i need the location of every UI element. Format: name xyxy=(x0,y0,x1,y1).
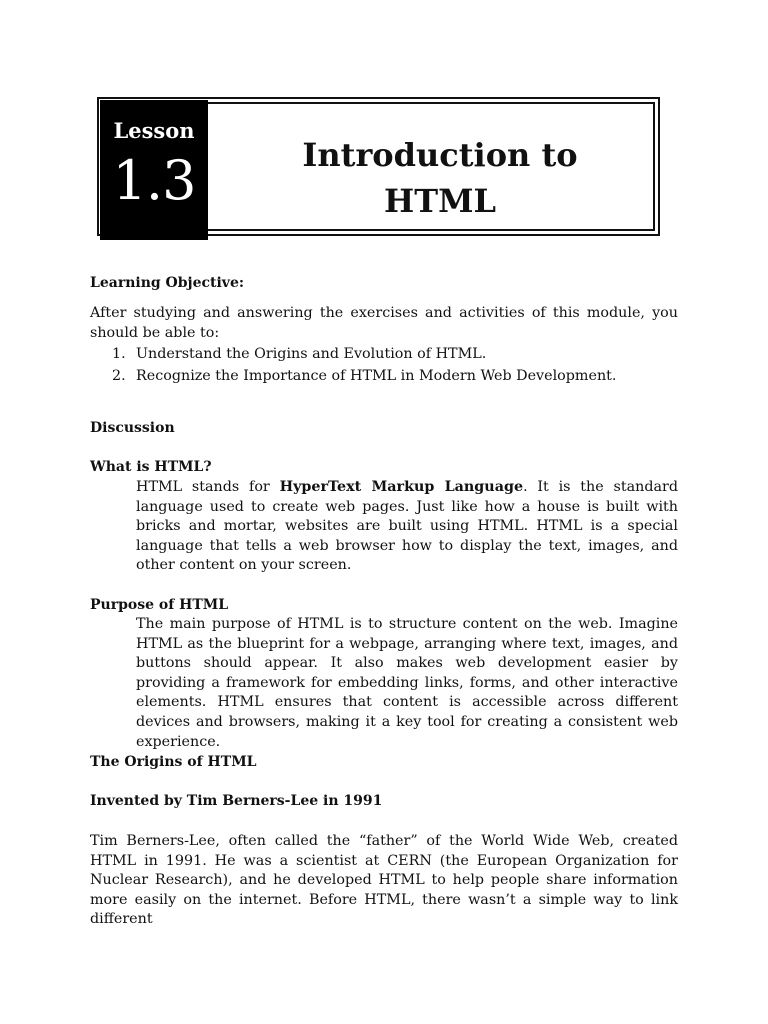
what-is-html-paragraph xyxy=(136,478,678,576)
hypertext-term: HyperText Markup Language xyxy=(279,479,524,495)
list-item-number: 1. xyxy=(112,346,126,362)
what-is-html-text-start: HTML stands for xyxy=(136,479,280,495)
list-item-number: 2. xyxy=(112,367,126,384)
lesson-title-line-1: Introduction to xyxy=(302,136,578,174)
list-item-text: Understand the Origins and Evolution of HTML. xyxy=(136,346,487,362)
discussion-heading: Discussion xyxy=(90,420,175,436)
objectives-list xyxy=(90,345,678,386)
learning-objective-intro: After studying and answering the exercises and activities of this module, you should be able to: xyxy=(90,305,678,341)
what-is-html-text-rest: . It is the standard language used to create web pages. Just like how a house is built with bricks and mortar, websites are built using HTML. HTML is a special language that tells a web browser how to display the text, images, and other content on your screen. xyxy=(136,479,678,574)
list-item-text: Recognize the Importance of HTML in Modern Web Development. xyxy=(136,367,617,384)
origins-paragraph: Tim Berners-Lee, often called the “father” of the World Wide Web, created HTML in 1991. He was a scientist at CERN (the European Organization for Nuclear Research), and he developed HTML to help people share information more easily on the internet. Before HTML, there wasn’t a simple way to link different xyxy=(90,833,678,928)
learning-objective-heading: Learning Objective: xyxy=(90,275,245,291)
lesson-title xyxy=(240,132,640,224)
purpose-heading: Purpose of HTML xyxy=(90,597,229,613)
origins-subheading: Invented by Tim Berners-Lee in 1991 xyxy=(90,793,383,809)
list-item xyxy=(90,345,678,365)
lesson-label: Lesson xyxy=(113,118,195,143)
lesson-number: 1.3 xyxy=(112,149,196,212)
lesson-badge xyxy=(100,100,208,240)
list-item xyxy=(90,367,678,387)
what-is-html-heading: What is HTML? xyxy=(90,459,212,475)
origins-heading: The Origins of HTML xyxy=(90,754,257,770)
lesson-title-line-2: HTML xyxy=(384,182,496,220)
purpose-paragraph: The main purpose of HTML is to structure content on the web. Imagine HTML as the blueprint for a webpage, arranging where text, images, and buttons should appear. It also makes web development easier by providing a framework for embedding links, forms, and other interactive elements. HTML ensures that content is accessible across different devices and browsers, making it a key tool for creating a consistent web experience. xyxy=(136,616,678,750)
